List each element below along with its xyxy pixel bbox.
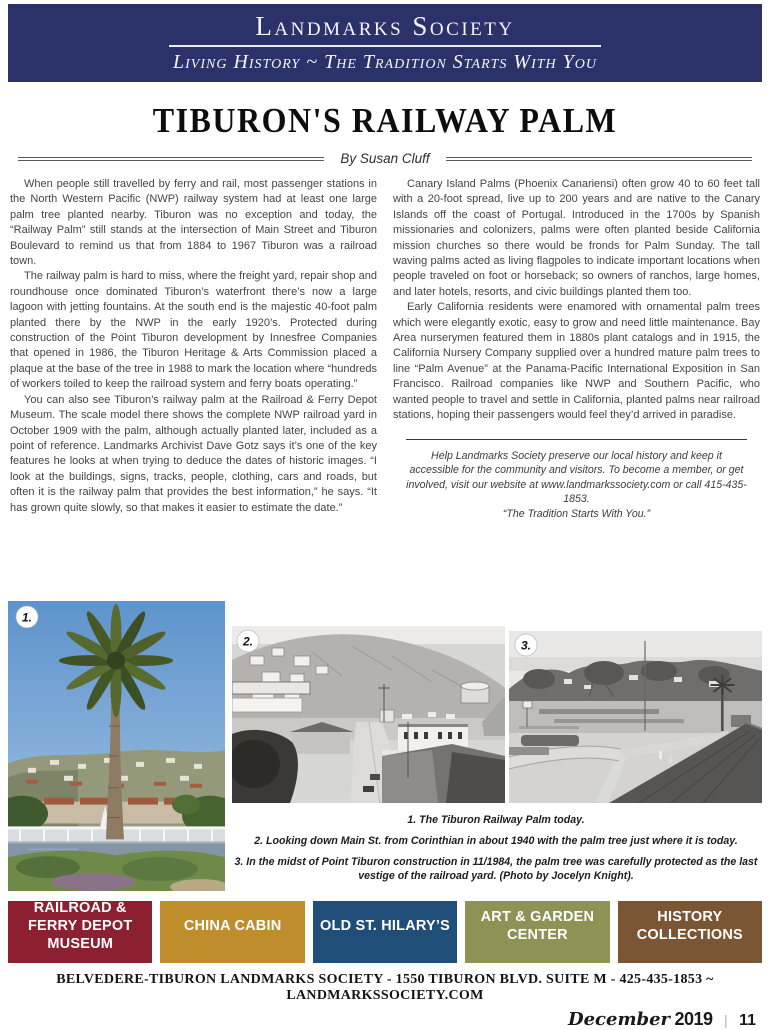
- byline-rule-right: [446, 157, 752, 161]
- photo3-label: 3.: [520, 638, 532, 653]
- membership-note-text: Help Landmarks Society preserve our local history and keep it accessible for the community and visitors. To become a member, or get involved, visit our website at www.landmarkssociety.com or call 415-435-1853.: [406, 449, 747, 506]
- article-body: [10, 177, 760, 595]
- caption-3: 3. In the midst of Point Tiburon construction in 11/1984, the palm tree was carefully protected as the last vestige of the railroad yard. (Photo by Jocelyn Knight).: [234, 856, 758, 882]
- masthead-tagline: Living History ~ The Tradition Starts With You: [173, 51, 597, 74]
- palm-photo-illustration: [8, 601, 225, 891]
- paragraph: Canary Island Palms (Phoenix Canariensi) often grow 40 to 60 feet tall with a 20-foot spread, live up to 200 years and are native to the Canary Islands off the coast of Portugal. Introduced in the 1700s by Spanish missionaries and colonizers, palms were often planted beside California mission churches so there would be fronds for Palm Sunday. The tall waving palms acted as living flagpoles to indicate important locations when people traveled on foot or horseback; so owners of ranchos, large homes, and later hotels, resorts, and civic buildings planted them too.: [393, 178, 760, 298]
- main-st-photo-illustration: [232, 626, 505, 803]
- society-address-line: BELVEDERE-TIBURON LANDMARKS SOCIETY - 1550 TIBURON BLVD. SUITE M - 425-435-1853 ~ LANDMARKSSOCIETY.COM: [56, 972, 714, 1003]
- construction-photo-illustration: [509, 631, 762, 803]
- caption-2: 2. Looking down Main St. from Corinthian in about 1940 with the palm tree just where it is today.: [254, 835, 738, 847]
- paragraph: The railway palm is hard to miss, where the freight yard, repair shop and roundhouse once dominated Tiburon’s waterfront there’s now a large lagoon with jetting fountains. At the south end is the majestic 40-foot palm planted there by the NWP in the early 1920’s. Protected during construction of the Point Tiburon development by Innesfree Companies that opened in 1986, the Tiburon Heritage & Arts Commission placed a plaque at the base of the tree in 1988 to mark the location where “hundreds of workers toiled to keep the railroad system and ferry boats operating.”: [10, 270, 377, 391]
- photo-point-tiburon-construction: [509, 631, 762, 803]
- photo-main-st-1940: [232, 626, 505, 803]
- left-column: [10, 177, 377, 595]
- photo1-label: 1.: [21, 610, 33, 625]
- caption-1: 1. The Tiburon Railway Palm today.: [407, 814, 585, 826]
- issue-line: [0, 1009, 756, 1030]
- byline-rule-left: [18, 157, 324, 161]
- issue-month: December: [567, 1009, 671, 1030]
- photo2-label: 2.: [242, 634, 254, 649]
- block-art-garden-center: ART & GARDEN CENTER: [465, 901, 609, 963]
- paragraph: You can also see Tiburon’s railway palm at the Railroad & Ferry Depot Museum. The scale model there shows the complete NWP railroad yard in October 1909 with the palm, although actually planted later, included as a point of reference. Landmarks Archivist Dave Gotz says it’s one of the key features he looks at when trying to deduce the dates of historic images. “I look at the buildings, signs, tracks, people, clothing, cars and roads, but often it is the railway palm that provides the best information,” he says. “It has grown quite slowly, so that makes it easier to estimate the date.”: [10, 393, 377, 514]
- block-history-collections: HISTORY COLLECTIONS: [618, 901, 762, 963]
- photo-captions: [228, 813, 764, 883]
- article-title: TIBURON'S RAILWAY PALM: [152, 100, 618, 140]
- page-number: 11: [739, 1012, 756, 1029]
- block-china-cabin: CHINA CABIN: [160, 901, 304, 963]
- issue-separator: |: [723, 1012, 728, 1028]
- block-old-st-hilarys: OLD ST. HILARY’S: [313, 901, 457, 963]
- masthead-divider: [169, 45, 601, 47]
- membership-note-tagline: “The Tradition Starts With You.”: [502, 507, 651, 520]
- paragraph: Early California residents were enamored with ornamental palm trees which were elegantly exotic, easy to grow and need little maintenance. Bay Area nurserymen featured them in 1880s plant catalogs and in 1915, the California Nursery Company supplied over a hundred mature palm trees to line “Palm Avenue” at the Panama-Pacific International Exposition in San Francisco. Railroad companies like NWP and Southern Pacific, who wanted people to travel and settle in California, planted palms near railroad stations, hoping their passengers would feel they’d arrived in paradise.: [393, 301, 760, 422]
- photo-railway-palm-today: [8, 601, 225, 891]
- membership-note: [406, 439, 747, 522]
- block-railroad-ferry-depot-museum: RAILROAD & FERRY DEPOT MUSEUM: [8, 901, 152, 963]
- masthead: [8, 4, 762, 82]
- right-column: [393, 177, 760, 595]
- issue-year: 2019: [674, 1009, 713, 1029]
- photo-strip: [0, 599, 770, 895]
- paragraph: When people still travelled by ferry and rail, most passenger stations in the North Western Pacific (NWP) railway system had at least one large palm tree planted nearby. Tiburon was no exception and today, the “Railway Palm” still stands at the intersection of Main Street and Tiburon Boulevard to remind us that from 1884 to 1967 Tiburon was a railroad town.: [10, 178, 377, 268]
- byline-row: [18, 151, 752, 166]
- byline: By Susan Cluff: [340, 151, 430, 166]
- society-name: Landmarks Society: [255, 10, 515, 41]
- site-blocks: [8, 901, 762, 963]
